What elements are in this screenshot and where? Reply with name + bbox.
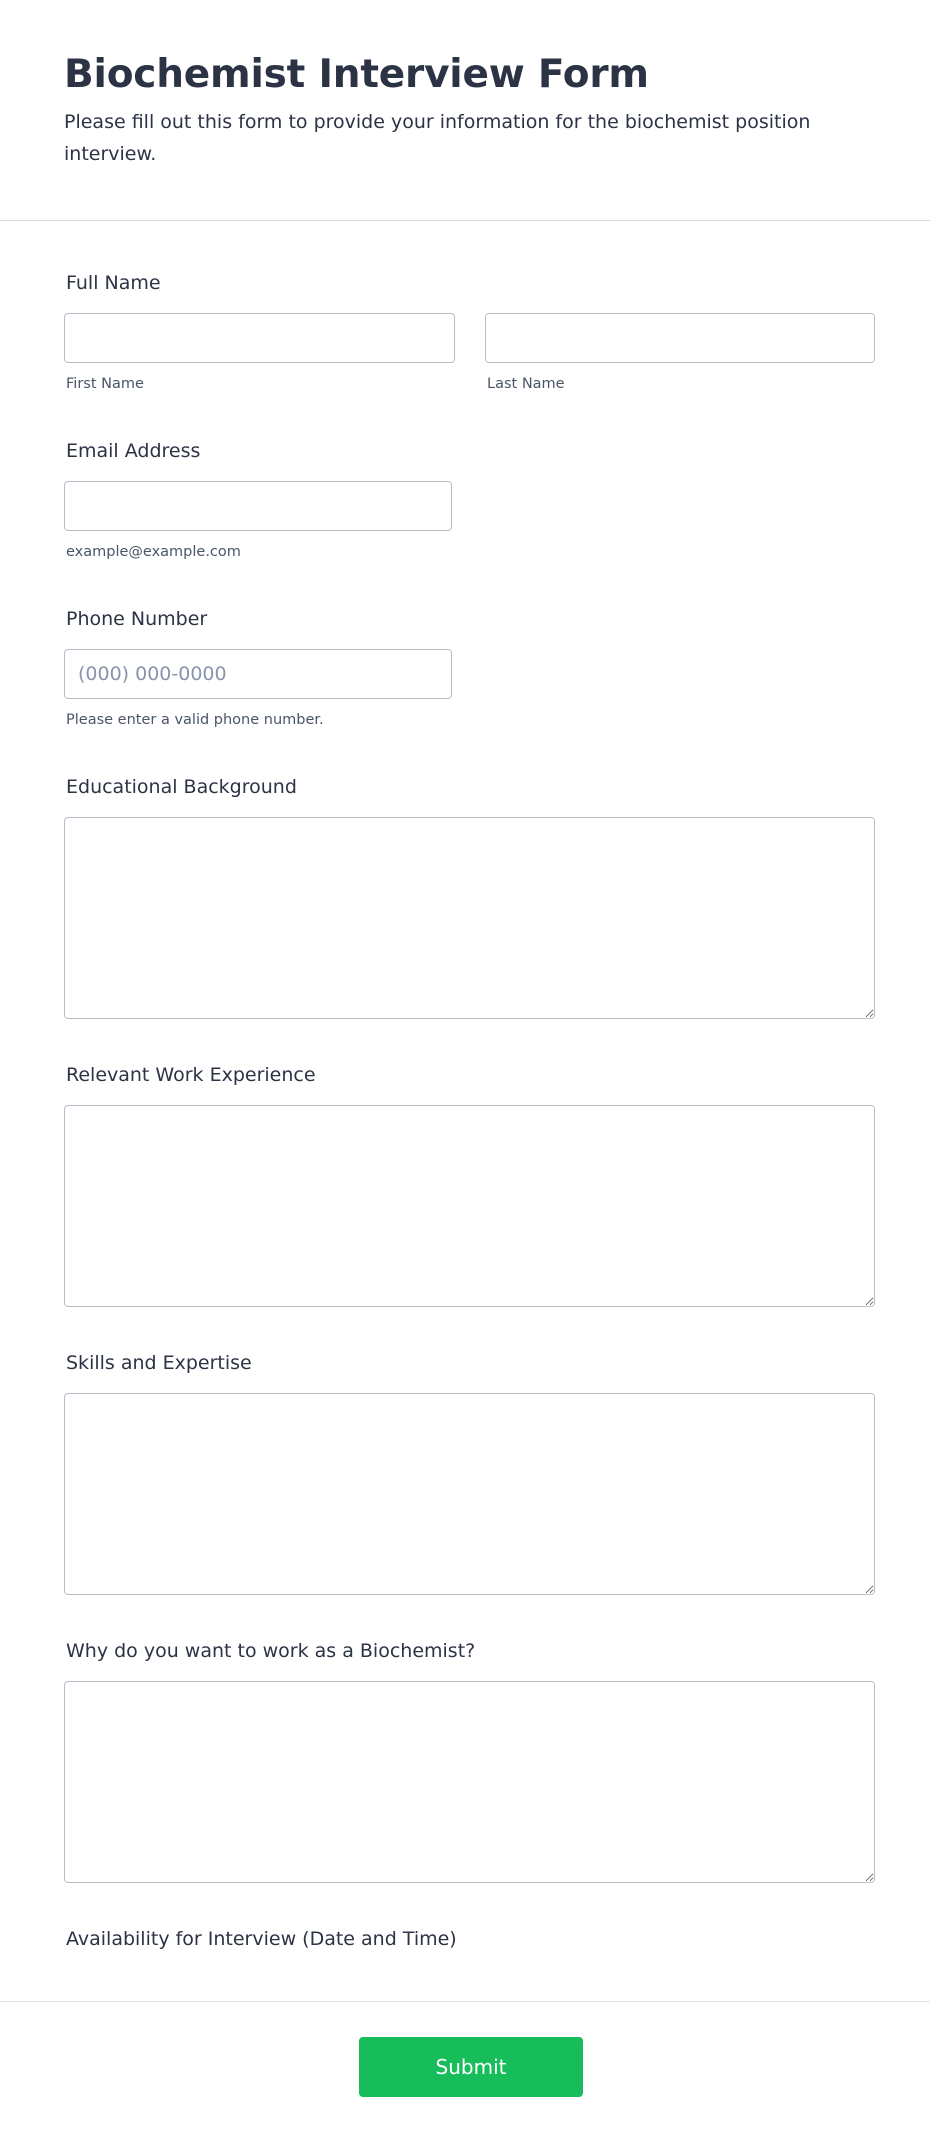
last-name-input[interactable] xyxy=(485,313,875,363)
skills-label: Skills and Expertise xyxy=(66,1352,252,1374)
email-label: Email Address xyxy=(66,440,201,462)
phone-input[interactable] xyxy=(64,649,452,699)
email-sublabel: example@example.com xyxy=(66,544,241,560)
first-name-input[interactable] xyxy=(64,313,455,363)
experience-textarea[interactable] xyxy=(64,1105,875,1307)
first-name-sublabel: First Name xyxy=(66,376,144,392)
last-name-sublabel: Last Name xyxy=(487,376,565,392)
phone-sublabel: Please enter a valid phone number. xyxy=(66,712,324,728)
motivation-label: Why do you want to work as a Biochemist? xyxy=(66,1640,476,1662)
form-description: Please fill out this form to provide your information for the biochemist position interview. xyxy=(64,111,811,165)
phone-label: Phone Number xyxy=(66,608,208,630)
availability-label: Availability for Interview (Date and Time) xyxy=(66,1928,457,1950)
skills-textarea[interactable] xyxy=(64,1393,875,1595)
form-header xyxy=(0,0,930,221)
full-name-label: Full Name xyxy=(66,272,161,294)
submit-button[interactable]: Submit xyxy=(359,2037,583,2097)
email-input[interactable] xyxy=(64,481,452,531)
education-textarea[interactable] xyxy=(64,817,875,1019)
education-label: Educational Background xyxy=(66,776,297,798)
page-title: Biochemist Interview Form xyxy=(64,52,649,97)
experience-label: Relevant Work Experience xyxy=(66,1064,316,1086)
motivation-textarea[interactable] xyxy=(64,1681,875,1883)
